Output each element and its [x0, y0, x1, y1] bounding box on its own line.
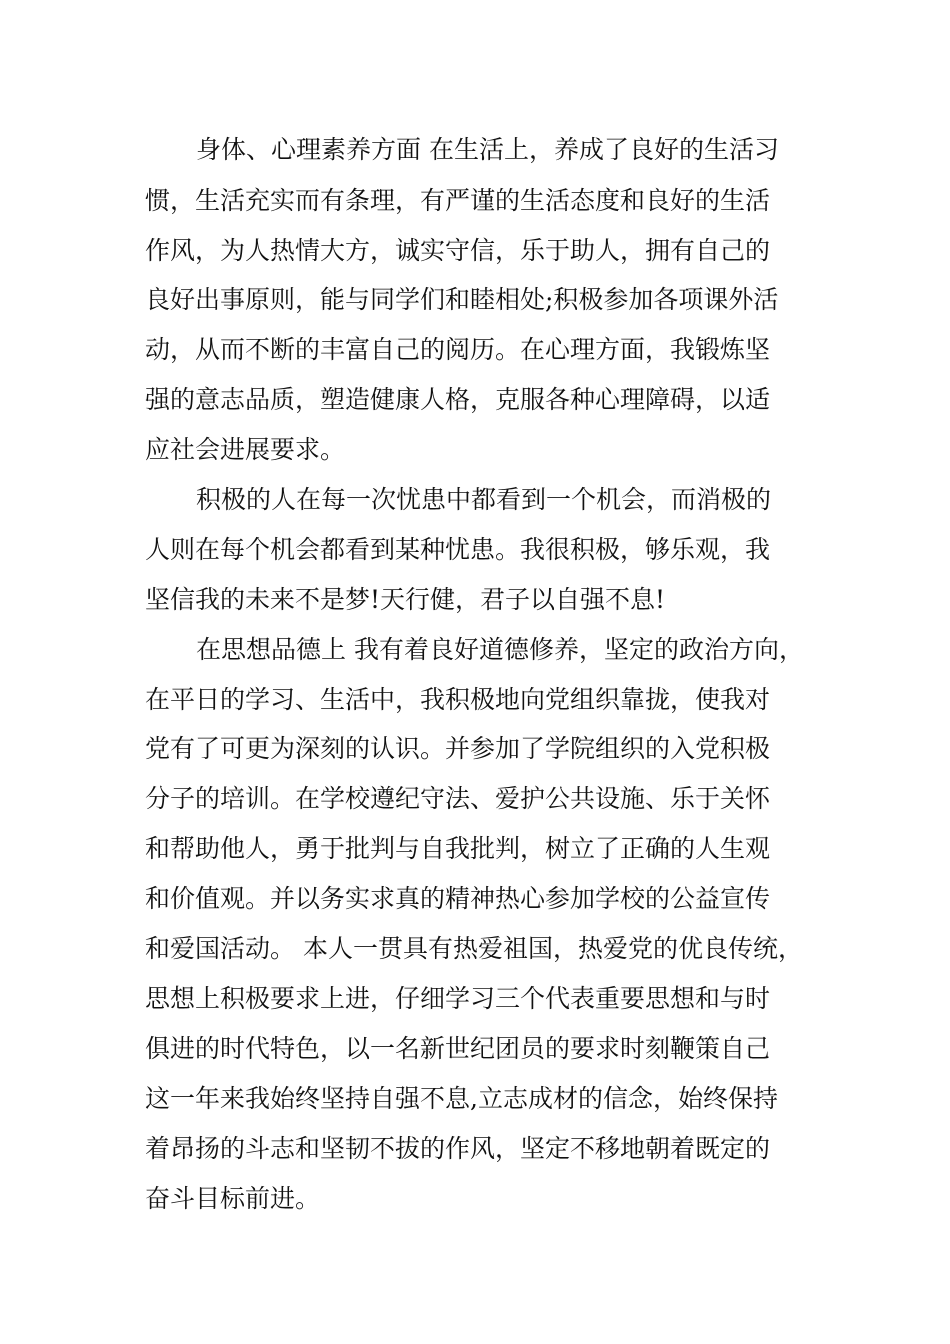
paragraph-1-line-4: 良好出事原则，能与同学们和睦相处;积极参加各项课外活: [145, 285, 779, 314]
paragraph-1-line-2: 惯，生活充实而有条理，有严谨的生活态度和良好的生活: [145, 186, 771, 215]
paragraph-1-line-3: 作风，为人热情大方，诚实守信，乐于助人，拥有自己的: [145, 236, 771, 265]
paragraph-3-line-12: 奋斗目标前进。: [145, 1184, 321, 1213]
paragraph-3-line-10: 这一年来我始终坚持自强不息,立志成材的信念，始终保持: [145, 1084, 778, 1113]
paragraph-1-line-7: 应社会进展要求。: [145, 435, 346, 464]
paragraph-1-line-6: 强的意志品质，塑造健康人格，克服各种心理障碍，以适: [145, 385, 771, 414]
paragraph-1-line-5: 动，从而不断的丰富自己的阅历。在心理方面，我锻炼坚: [145, 335, 771, 364]
paragraph-2-line-2: 人则在每个机会都看到某种忧患。我很积极，够乐观，我: [145, 535, 771, 564]
paragraph-3-line-9: 俱进的时代特色，以一名新世纪团员的要求时刻鞭策自己: [145, 1034, 771, 1063]
paragraph-2-line-3: 坚信我的未来不是梦!天行健，君子以自强不息!: [145, 585, 666, 614]
paragraph-3-line-7: 和爱国活动。 本人一贯具有热爱祖国，热爱党的优良传统，: [145, 934, 803, 963]
paragraph-2-line-1: 积极的人在每一次忧患中都看到一个机会，而消极的: [196, 485, 772, 514]
paragraph-3-line-1: 在思想品德上 我有着良好道德修养，坚定的政治方向，: [196, 635, 804, 664]
paragraph-3-line-3: 党有了可更为深刻的认识。并参加了学院组织的入党积极: [145, 734, 771, 763]
paragraph-3-line-8: 思想上积极要求上进，仔细学习三个代表重要思想和与时: [145, 984, 771, 1013]
paragraph-1-line-1: 身体、心理素养方面 在生活上，养成了良好的生活习: [196, 135, 779, 164]
paragraph-3-line-2: 在平日的学习、生活中，我积极地向党组织靠拢，使我对: [145, 685, 771, 714]
paragraph-3-line-6: 和价值观。并以务实求真的精神热心参加学校的公益宣传: [145, 884, 771, 913]
paragraph-3-line-11: 着昂扬的斗志和坚韧不拔的作风，坚定不移地朝着既定的: [145, 1134, 771, 1163]
paragraph-3-line-4: 分子的培训。在学校遵纪守法、爱护公共设施、乐于关怀: [145, 784, 771, 813]
paragraph-3-line-5: 和帮助他人，勇于批判与自我批判，树立了正确的人生观: [145, 834, 771, 863]
